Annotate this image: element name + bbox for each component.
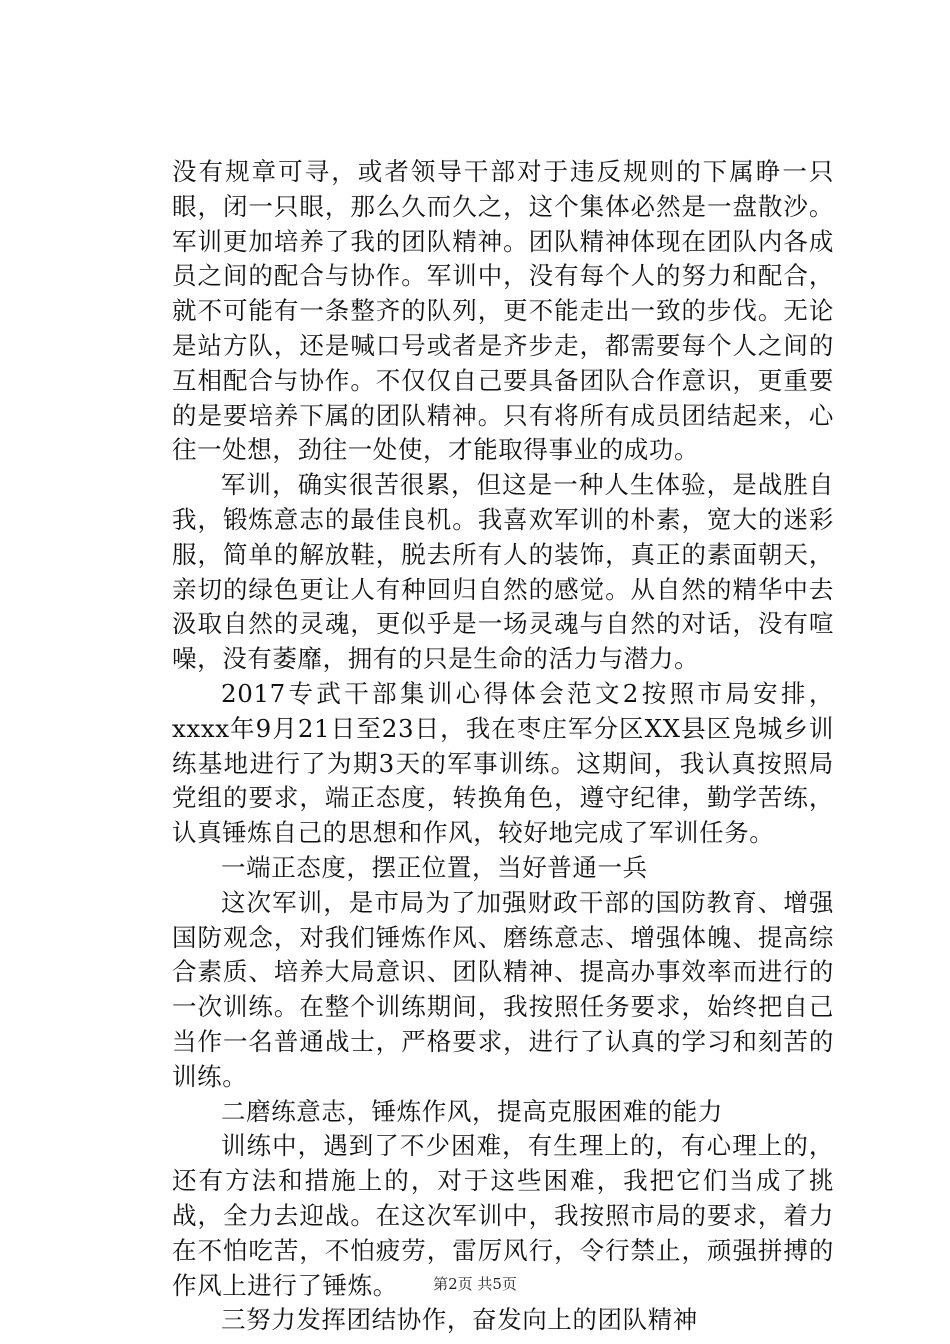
section-heading-2: 二磨练意志，锤炼作风，提高克服困难的能力 — [221, 1096, 723, 1126]
paragraph-section-2: 训练中，遇到了不少困难，有生理上的，有心理上的，还有方法和措施上的，对于这些困难，我把它们当成了挑战，全力去迎战。在这次军训中，我按照市局的要求，着力在不怕吃苦，不怕疲劳，雷厉风行，令行禁止，顽强拼搏的作风上进行了锤炼。 — [172, 1131, 834, 1300]
page-number-label: 第2页 共5页 — [433, 1275, 517, 1293]
page-footer — [0, 1274, 950, 1294]
section-heading-1: 一端正态度，摆正位置，当好普通一兵 — [221, 852, 648, 882]
paragraph-section-1: 这次军训，是市局为了加强财政干部的国防教育、增强国防观念，对我们锤炼作风、磨练意志、增强体魄、提高综合素质、培养大局意识、团队精神、提高办事效率而进行的一次训练。在整个训练期间，我按照任务要求，始终把自己当作一名普通战士，严格要求，进行了认真的学习和刻苦的训练。 — [172, 887, 834, 1091]
section-heading-3: 三努力发挥团结协作，奋发向上的团队精神 — [221, 1305, 698, 1335]
paragraph-sample-essay-intro: 2017专武干部集训心得体会范文2按照市局安排，xxxx年9月21日至23日，我在枣庄军分区XX县区凫城乡训练基地进行了为期3天的军事训练。这期间，我认真按照局党组的要求，端正态度，转换角色，遵守纪律，勤学苦练，认真锤炼自己的思想和作风，较好地完成了军训任务。 — [172, 678, 834, 848]
document-body — [172, 155, 834, 1338]
paragraph-military-training: 军训，确实很苦很累，但这是一种人生体验，是战胜自我，锻炼意志的最佳良机。我喜欢军训的朴素，宽大的迷彩服，简单的解放鞋，脱去所有人的装饰，真正的素面朝天，亲切的绿色更让人有种回归自然的感觉。从自然的精华中去汲取自然的灵魂，更似乎是一场灵魂与自然的对话，没有喧噪，没有萎靡，拥有的只是生命的活力与潜力。 — [172, 470, 834, 674]
paragraph-continuation: 没有规章可寻，或者领导干部对于违反规则的下属睁一只眼，闭一只眼，那么久而久之，这个集体必然是一盘散沙。军训更加培养了我的团队精神。团队精神体现在团队内各成员之间的配合与协作。军训中，没有每个人的努力和配合，就不可能有一条整齐的队列，更不能走出一致的步伐。无论是站方队，还是喊口号或者是齐步走，都需要每个人之间的互相配合与协作。不仅仅自己要具备团队合作意识，更重要的是要培养下属的团队精神。只有将所有成员团结起来，心往一处想，劲往一处使，才能取得事业的成功。 — [172, 157, 834, 465]
